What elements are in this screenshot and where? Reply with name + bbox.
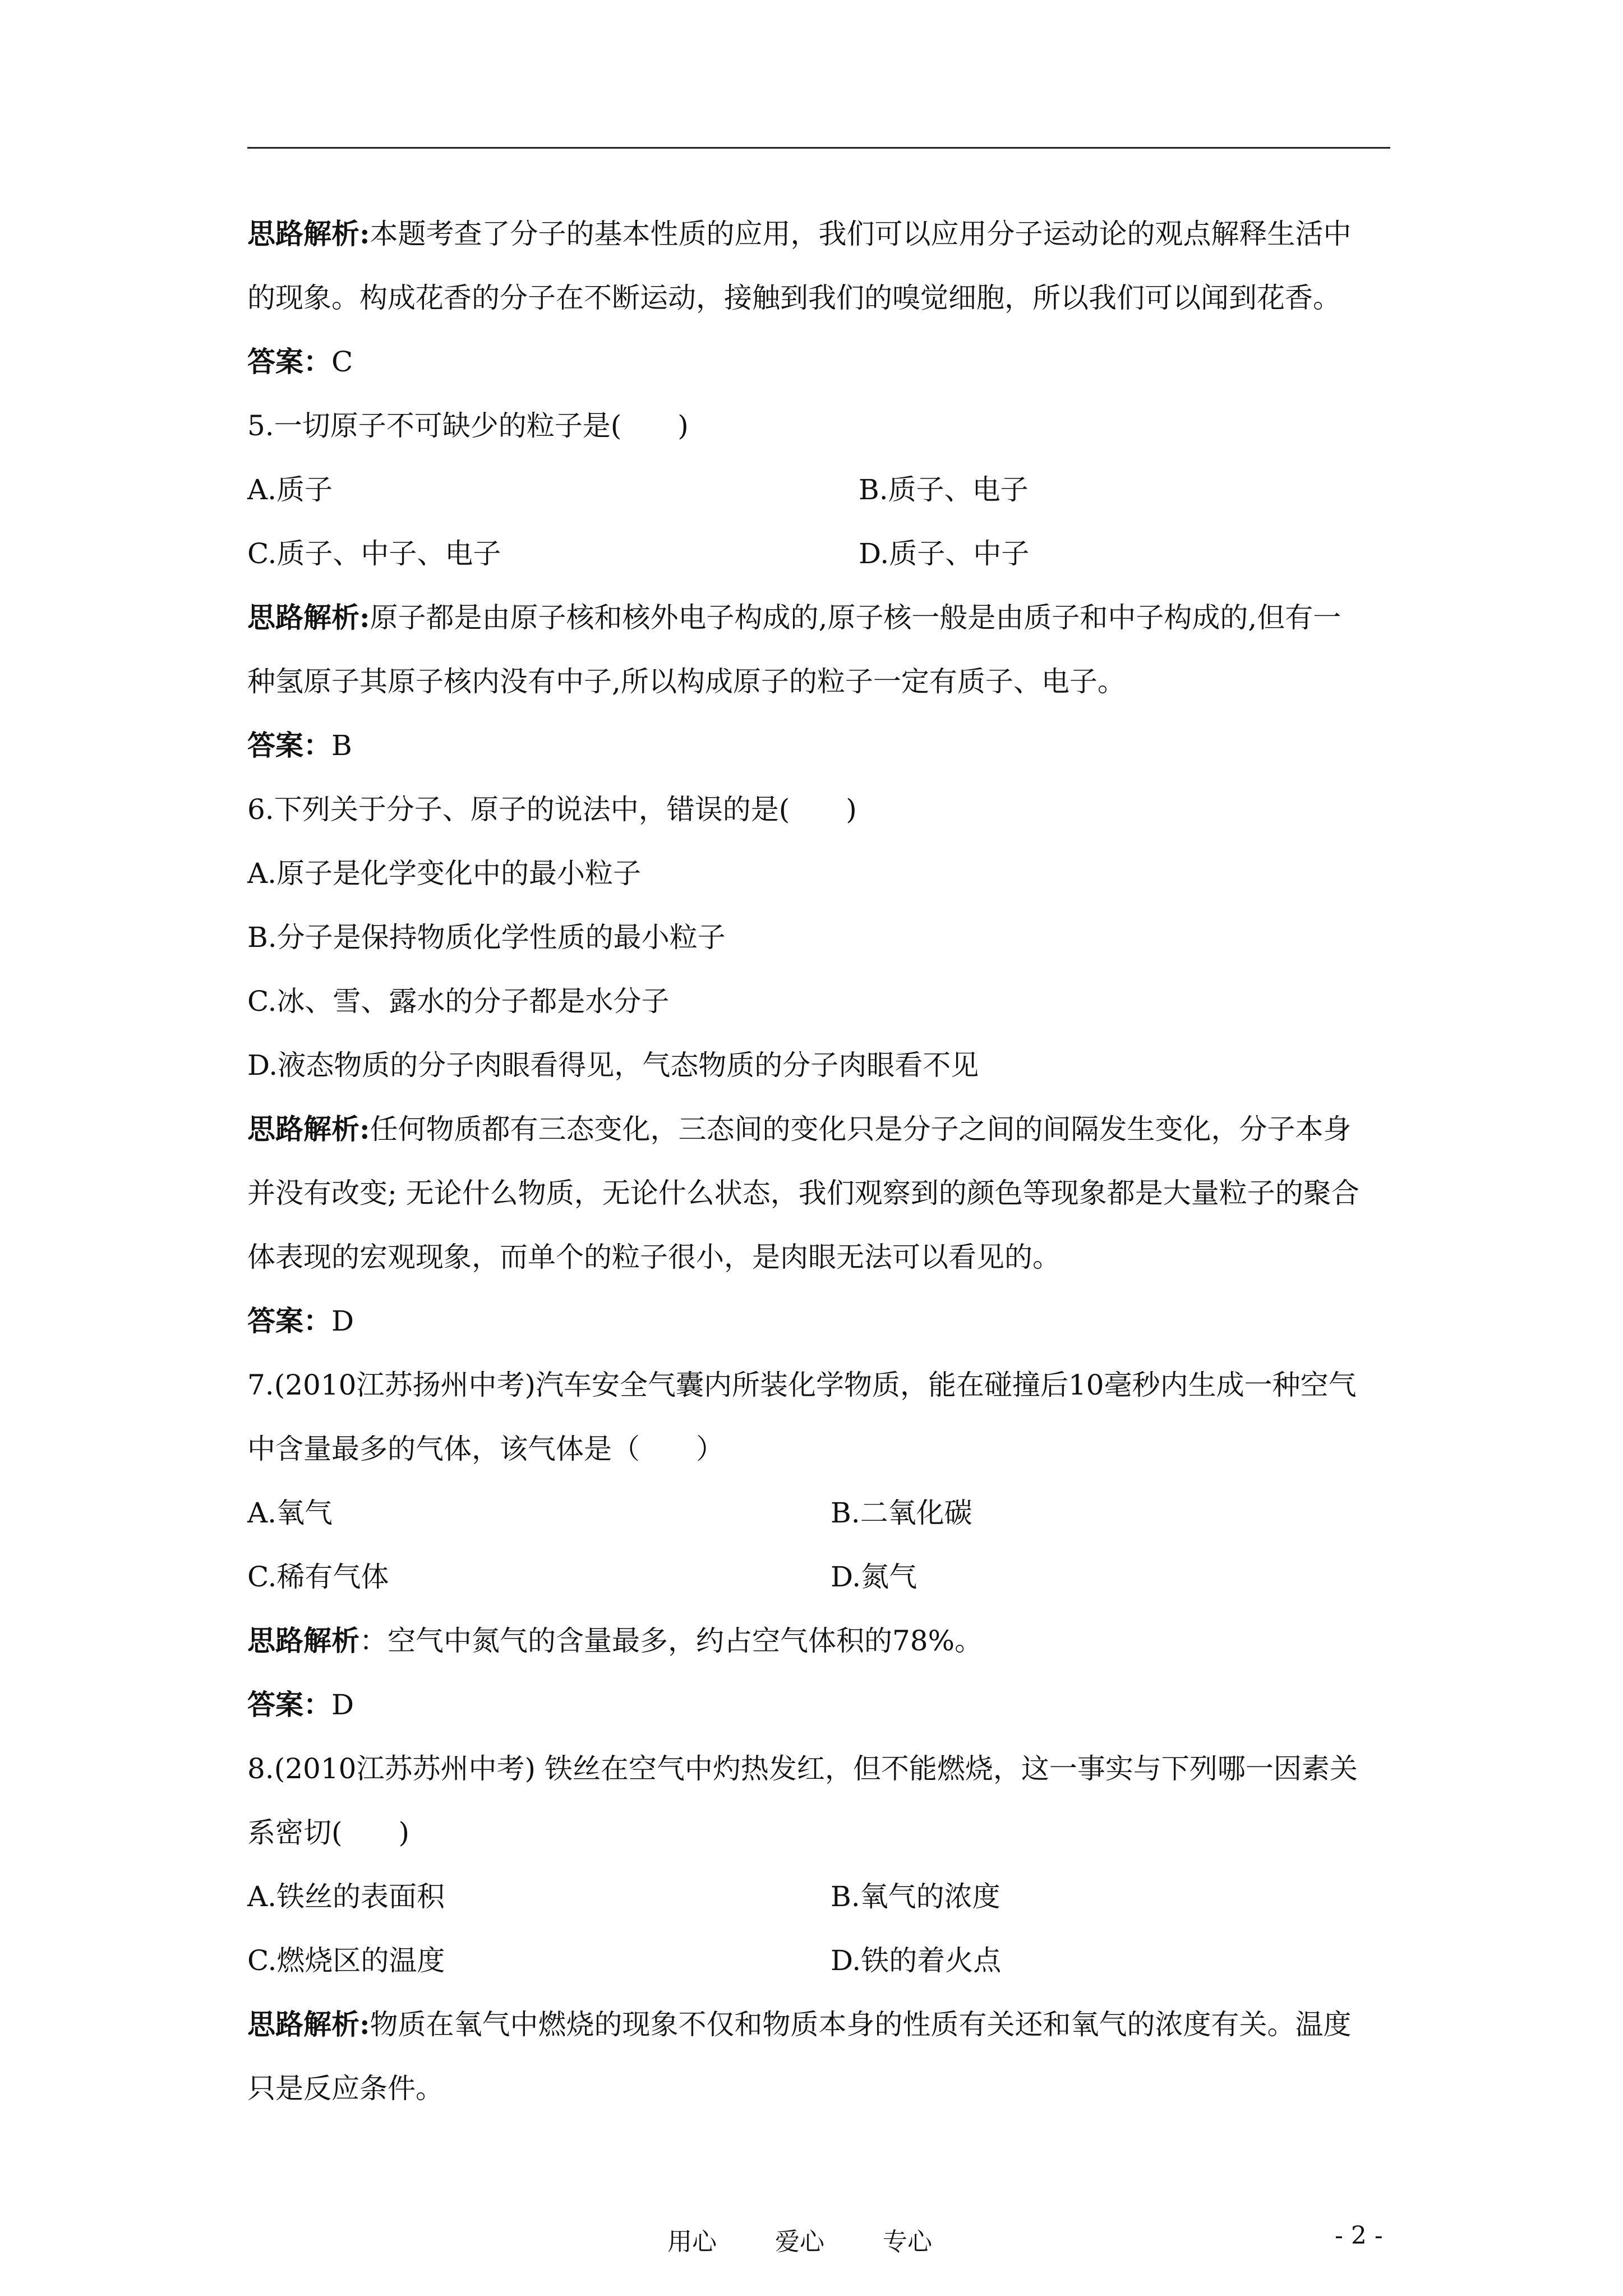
analysis-line	[247, 1161, 1391, 1225]
analysis-label: 思路解析:	[247, 2008, 370, 2041]
analysis-line	[247, 1225, 1391, 1289]
question-8-cont	[247, 1801, 1391, 1865]
answer-label: 答案：	[247, 1304, 331, 1337]
option-b	[247, 905, 1391, 969]
answer-value: D	[331, 1688, 354, 1721]
analysis-text: 并没有改变; 无论什么物质，无论什么状态，我们观察到的颜色等现象都是大量粒子的聚合	[247, 1177, 1359, 1209]
option-c	[247, 969, 1391, 1033]
analysis-text: 原子都是由原子核和核外电子构成的,原子核一般是由质子和中子构成的,但有一	[370, 601, 1341, 634]
answer-label: 答案：	[247, 345, 331, 378]
analysis-label: 思路解析:	[247, 601, 370, 634]
options-row	[247, 522, 1391, 586]
analysis-text: 体表现的宏观现象，而单个的粒子很小，是肉眼无法可以看见的。	[247, 1241, 1061, 1273]
page-number: - 2 -	[1335, 2221, 1383, 2250]
options-row	[247, 1545, 1391, 1609]
options-row	[247, 1865, 1391, 1929]
analysis-line	[247, 1609, 1391, 1673]
option-d: D.铁的着火点	[831, 1944, 1002, 1977]
option-b: B.二氧化碳	[831, 1497, 972, 1529]
question-5	[247, 394, 1391, 458]
question-text: 6.下列关于分子、原子的说法中，错误的是( )	[247, 793, 857, 826]
option-a	[247, 841, 1391, 905]
answer-value: C	[331, 346, 353, 378]
header-rule	[247, 147, 1390, 149]
option-d: D.氮气	[831, 1561, 917, 1593]
answer-value: D	[331, 1305, 354, 1337]
analysis-label: 思路解析:	[247, 217, 370, 250]
page-footer	[0, 2221, 1623, 2266]
analysis-text: 的现象。构成花香的分子在不断运动，接触到我们的嗅觉细胞，所以我们可以闻到花香。	[247, 282, 1341, 314]
option-text: A.原子是化学变化中的最小粒子	[247, 857, 642, 890]
answer-line	[247, 1289, 1391, 1353]
option-a: A.氧气	[247, 1497, 333, 1529]
options-row	[247, 1929, 1391, 1993]
analysis-text: 物质在氧气中燃烧的现象不仅和物质本身的性质有关还和氧气的浓度有关。温度	[370, 2008, 1352, 2041]
option-text: B.分子是保持物质化学性质的最小粒子	[247, 921, 726, 954]
option-text: C.冰、雪、露水的分子都是水分子	[247, 985, 670, 1018]
answer-value: B	[331, 729, 352, 762]
options-row	[247, 458, 1391, 522]
analysis-text: ：空气中氮气的含量最多，约占空气体积的78%。	[359, 1625, 983, 1657]
question-text: 5.一切原子不可缺少的粒子是( )	[247, 409, 689, 442]
analysis-label: 思路解析	[247, 1624, 359, 1657]
footer-motto: 用心 爱心 专心	[667, 2228, 932, 2256]
analysis-label: 思路解析:	[247, 1112, 370, 1145]
analysis-line	[247, 266, 1391, 330]
answer-label: 答案：	[247, 729, 331, 762]
option-a: A.铁丝的表面积	[247, 1880, 445, 1913]
analysis-text: 本题考查了分子的基本性质的应用，我们可以应用分子运动论的观点解释生活中	[370, 218, 1352, 250]
analysis-text: 只是反应条件。	[247, 2072, 444, 2105]
option-c: C.燃烧区的温度	[247, 1944, 445, 1977]
question-7	[247, 1353, 1391, 1417]
analysis-line	[247, 586, 1391, 650]
option-b: B.氧气的浓度	[831, 1880, 1000, 1913]
analysis-line	[247, 1993, 1391, 2056]
answer-label: 答案：	[247, 1688, 331, 1721]
analysis-line	[247, 1097, 1391, 1161]
analysis-text: 种氢原子其原子核内没有中子,所以构成原子的粒子一定有质子、电子。	[247, 665, 1126, 698]
option-c: C.质子、中子、电子	[247, 537, 501, 570]
answer-line	[247, 1673, 1391, 1737]
options-row	[247, 1481, 1391, 1545]
question-7-cont	[247, 1417, 1391, 1481]
question-text: 8.(2010江苏苏州中考) 铁丝在空气中灼热发红，但不能燃烧，这一事实与下列哪一因素关	[247, 1752, 1358, 1785]
question-8	[247, 1737, 1391, 1801]
question-text: 系密切( )	[247, 1816, 410, 1849]
option-d: D.质子、中子	[859, 537, 1030, 570]
option-b: B.质子、电子	[859, 473, 1029, 506]
option-a: A.质子	[247, 473, 333, 506]
analysis-text: 任何物质都有三态变化，三态间的变化只是分子之间的间隔发生变化，分子本身	[370, 1113, 1352, 1145]
analysis-line	[247, 2056, 1391, 2120]
option-c: C.稀有气体	[247, 1561, 389, 1593]
option-text: D.液态物质的分子肉眼看得见，气态物质的分子肉眼看不见	[247, 1049, 979, 1082]
answer-line	[247, 330, 1391, 394]
analysis-line	[247, 202, 1391, 266]
page-content	[247, 202, 1391, 2120]
question-6	[247, 777, 1391, 841]
option-d	[247, 1033, 1391, 1097]
answer-line	[247, 714, 1391, 777]
analysis-line	[247, 650, 1391, 714]
question-text: 中含量最多的气体，该气体是（ ）	[247, 1433, 724, 1465]
question-text: 7.(2010江苏扬州中考)汽车安全气囊内所装化学物质，能在碰撞后10毫秒内生成一种空气	[247, 1369, 1357, 1401]
